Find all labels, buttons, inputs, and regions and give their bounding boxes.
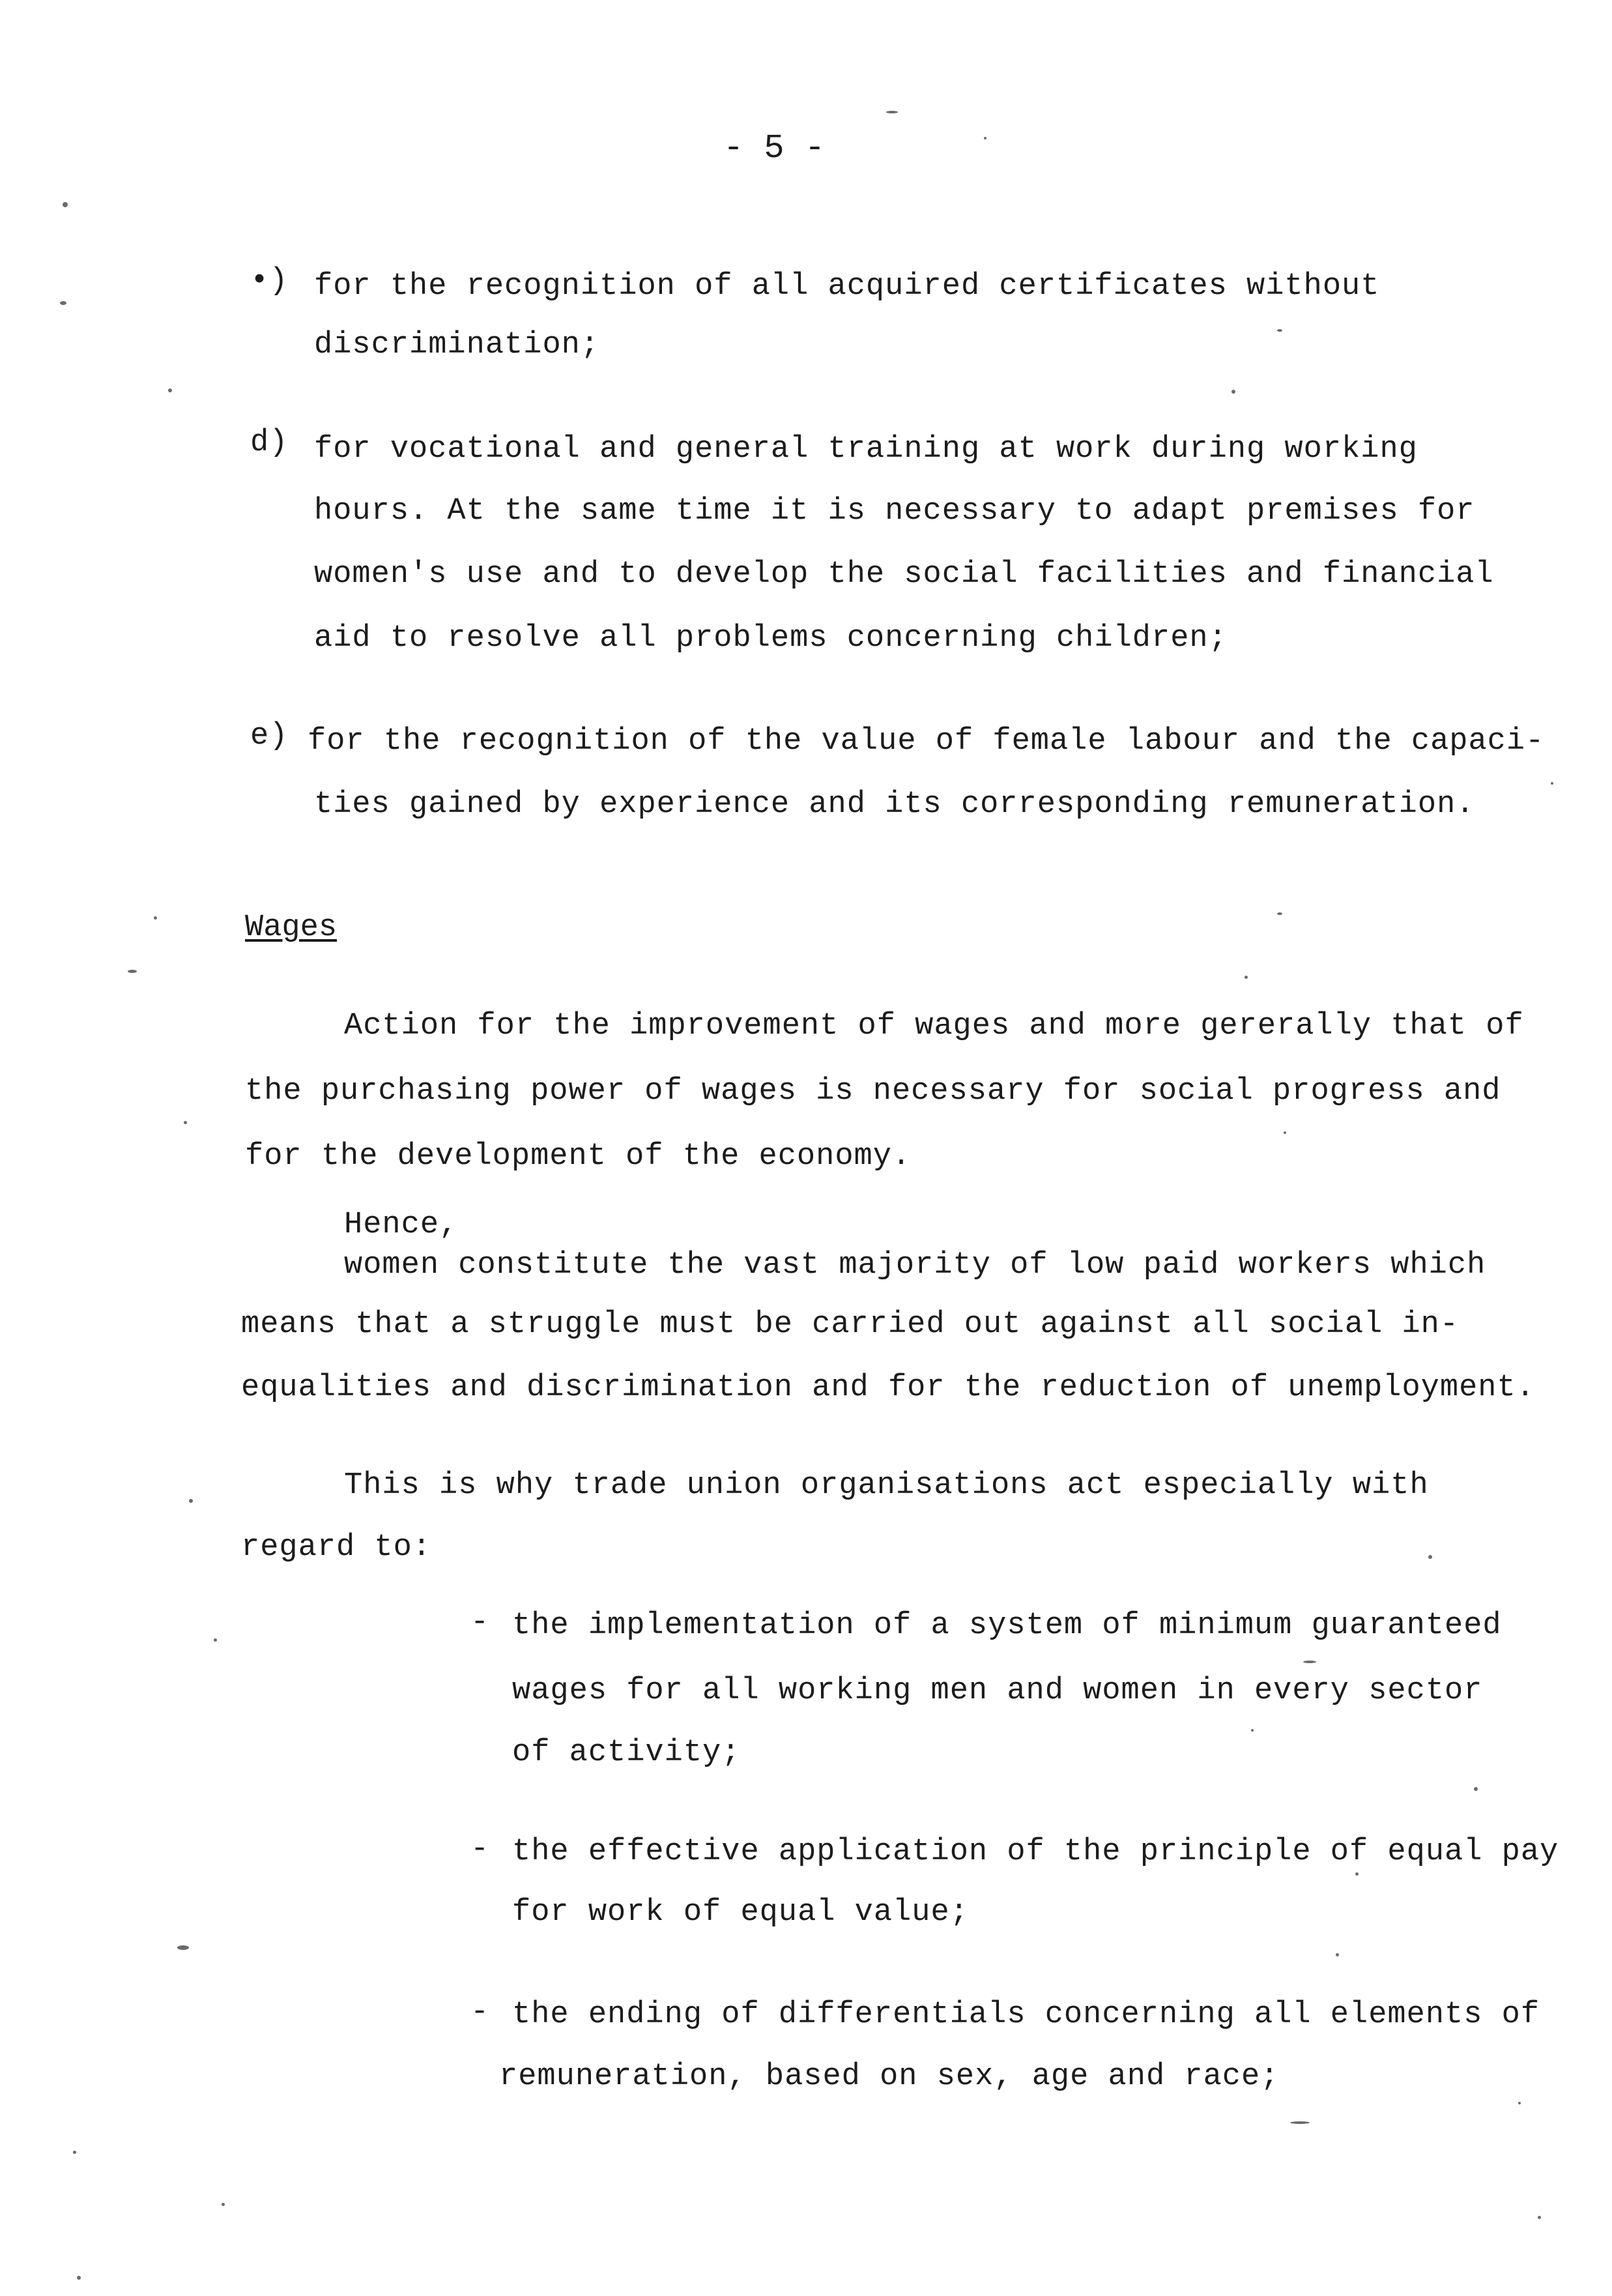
list-item-line: hours. At the same time it is necessary to adapt premises for [314,494,1475,529]
list-item-line: for vocational and general training at work during working [314,432,1418,467]
list-marker: •) [250,264,289,298]
scan-speck [1277,329,1282,332]
paragraph-line: women constitute the vast majority of low paid workers which [344,1248,1486,1283]
dash-marker: - [470,1832,490,1867]
scan-speck [1474,1787,1478,1791]
list-marker: d) [250,426,289,460]
scan-speck [154,916,157,920]
scan-speck [1518,2102,1521,2104]
scan-speck [886,111,898,113]
scan-speck [168,388,172,392]
paragraph-line: regard to: [241,1530,432,1565]
scan-speck [1251,1729,1254,1732]
scan-speck [1303,1661,1316,1663]
dash-item-line: the implementation of a system of minimum guaranteed [512,1608,1502,1643]
page-number: - 5 - [723,129,826,167]
scan-speck [73,2151,76,2154]
scan-speck [214,1638,217,1642]
scan-speck [189,1499,193,1503]
dash-item-line: for work of equal value; [512,1895,969,1930]
list-marker: e) [250,719,289,753]
scan-speck [1277,912,1282,915]
dash-item-line: the ending of differentials concerning all elements of [512,1998,1540,2032]
list-item-line: for the recognition of all acquired certificates without [314,269,1380,304]
paragraph-line: Hence, [344,1208,459,1242]
list-item-line: ties gained by experience and its corresponding remuneration. [314,787,1475,822]
paragraph-line: equalities and discrimination and for the reduction of unemployment. [241,1371,1535,1405]
paragraph-line: means that a struggle must be carried out against all social in- [241,1307,1460,1342]
paragraph-line: This is why trade union organisations act especially with [344,1468,1429,1503]
scan-speck [1245,976,1248,979]
dash-item-line: remuneration, based on sex, age and race; [499,2059,1280,2094]
scan-speck [60,301,66,305]
scan-speck [177,1945,189,1950]
list-item-line: women's use and to develop the social facilities and financial [314,557,1494,592]
section-heading: Wages [245,910,338,945]
list-item-line: discrimination; [314,328,600,362]
list-item-line: for the recognition of the value of female labour and the capaci- [308,724,1545,759]
scan-speck [984,137,986,139]
scan-speck [1355,1872,1359,1876]
scan-speck [184,1121,187,1124]
dash-marker: - [470,1995,490,2029]
scan-speck [77,2276,81,2280]
scan-speck [222,2203,225,2206]
scan-speck [1284,1131,1286,1134]
scan-speck [1336,1953,1339,1956]
dash-marker: - [470,1605,490,1640]
scan-speck [128,970,137,973]
scan-speck [1428,1555,1432,1559]
paragraph-line: the purchasing power of wages is necessary for social progress and [245,1074,1501,1109]
scan-speck [1551,782,1553,785]
dash-item-line: wages for all working men and women in every sector [512,1674,1483,1708]
paragraph-line: for the development of the economy. [245,1139,912,1174]
scan-speck [1231,390,1235,394]
list-item-line: aid to resolve all problems concerning children; [314,621,1228,656]
scan-speck [1290,2121,1310,2124]
scan-speck [1538,2216,1541,2219]
dash-item-line: the effective application of the principle of equal pay [512,1835,1559,1869]
dash-item-line: of activity; [512,1736,741,1770]
paragraph-line: Action for the improvement of wages and more gererally that of [344,1009,1524,1043]
scan-speck [63,202,68,207]
